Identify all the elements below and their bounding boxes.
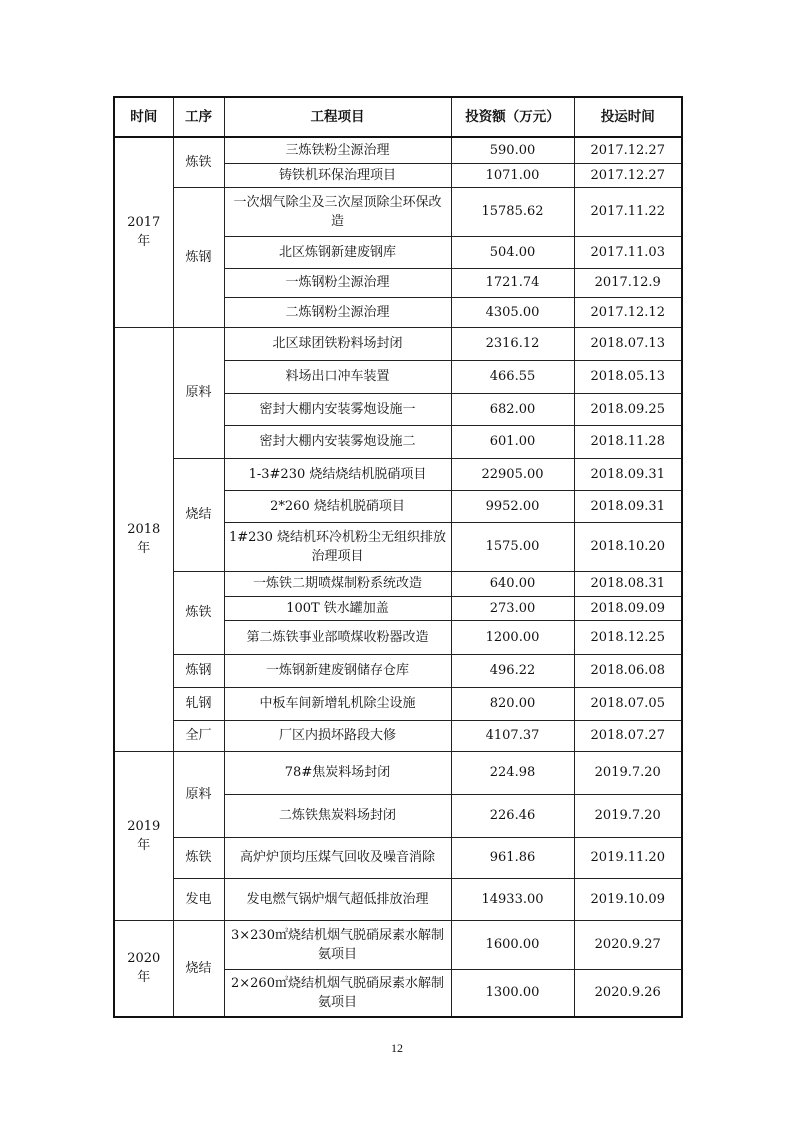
investment-cell: 1721.74 (451, 268, 574, 297)
header-project: 工程项目 (224, 97, 451, 137)
process-cell: 全厂 (173, 720, 224, 751)
date-cell: 2020.9.27 (574, 920, 682, 969)
date-cell: 2018.05.13 (574, 360, 682, 393)
project-cell: 厂区内损坏路段大修 (224, 720, 451, 751)
investment-cell: 1300.00 (451, 969, 574, 1017)
investment-cell: 226.46 (451, 794, 574, 837)
project-cell: 密封大棚内安装雾炮设施一 (224, 393, 451, 425)
project-cell: 铸铁机环保治理项目 (224, 163, 451, 187)
investment-cell: 640.00 (451, 571, 574, 596)
investment-cell: 820.00 (451, 687, 574, 720)
investment-cell: 2316.12 (451, 327, 574, 360)
process-cell: 发电 (173, 878, 224, 920)
project-cell: 2×260㎡烧结机烟气脱硝尿素水解制氨项目 (224, 969, 451, 1017)
date-cell: 2017.11.03 (574, 236, 682, 268)
date-cell: 2018.09.09 (574, 596, 682, 620)
project-cell: 发电燃气锅炉烟气超低排放治理 (224, 878, 451, 920)
investment-cell: 1600.00 (451, 920, 574, 969)
date-cell: 2018.10.20 (574, 522, 682, 571)
process-cell: 炼铁 (173, 137, 224, 187)
investment-cell: 601.00 (451, 425, 574, 458)
process-cell: 烧结 (173, 920, 224, 1017)
investment-cell: 15785.62 (451, 187, 574, 236)
year-cell: 2020 年 (114, 920, 173, 1017)
process-cell: 原料 (173, 751, 224, 837)
date-cell: 2018.09.31 (574, 458, 682, 490)
project-cell: 高炉炉顶均压煤气回收及噪音消除 (224, 837, 451, 878)
investment-cell: 9952.00 (451, 490, 574, 522)
investment-cell: 14933.00 (451, 878, 574, 920)
project-cell: 密封大棚内安装雾炮设施二 (224, 425, 451, 458)
process-cell: 烧结 (173, 458, 224, 571)
header-investment: 投资额（万元） (451, 97, 574, 137)
table-row (114, 751, 682, 794)
project-cell: 3×230㎡烧结机烟气脱硝尿素水解制氨项目 (224, 920, 451, 969)
date-cell: 2017.11.22 (574, 187, 682, 236)
investment-cell: 224.98 (451, 751, 574, 794)
date-cell: 2019.7.20 (574, 751, 682, 794)
date-cell: 2017.12.27 (574, 137, 682, 163)
project-cell: 2*260 烧结机脱硝项目 (224, 490, 451, 522)
year-cell: 2017 年 (114, 137, 173, 327)
header-process: 工序 (173, 97, 224, 137)
investment-table (113, 96, 683, 1018)
project-cell: 一炼钢新建废钢储存仓库 (224, 654, 451, 687)
table-row (114, 571, 682, 596)
page-number: 12 (391, 1041, 403, 1055)
date-cell: 2018.11.28 (574, 425, 682, 458)
project-cell: 第二炼铁事业部喷煤收粉器改造 (224, 620, 451, 654)
investment-cell: 22905.00 (451, 458, 574, 490)
project-cell: 二炼钢粉尘源治理 (224, 297, 451, 327)
process-cell: 炼钢 (173, 187, 224, 327)
header-row (114, 97, 682, 137)
table-row (114, 837, 682, 878)
table-row (114, 920, 682, 969)
process-cell: 炼钢 (173, 654, 224, 687)
date-cell: 2018.09.25 (574, 393, 682, 425)
date-cell: 2018.12.25 (574, 620, 682, 654)
investment-cell: 496.22 (451, 654, 574, 687)
header-time: 时间 (114, 97, 173, 137)
table-row (114, 878, 682, 920)
investment-cell: 4107.37 (451, 720, 574, 751)
date-cell: 2018.07.13 (574, 327, 682, 360)
date-cell: 2018.08.31 (574, 571, 682, 596)
project-cell: 1#230 烧结机环冷机粉尘无组织排放治理项目 (224, 522, 451, 571)
project-cell: 78#焦炭料场封闭 (224, 751, 451, 794)
project-cell: 一次烟气除尘及三次屋顶除尘环保改造 (224, 187, 451, 236)
investment-cell: 682.00 (451, 393, 574, 425)
investment-cell: 4305.00 (451, 297, 574, 327)
project-cell: 100T 铁水罐加盖 (224, 596, 451, 620)
investment-cell: 504.00 (451, 236, 574, 268)
table-row (114, 720, 682, 751)
date-cell: 2018.06.08 (574, 654, 682, 687)
table-row (114, 687, 682, 720)
header-date: 投运时间 (574, 97, 682, 137)
date-cell: 2020.9.26 (574, 969, 682, 1017)
investment-cell: 961.86 (451, 837, 574, 878)
project-cell: 料场出口冲车装置 (224, 360, 451, 393)
project-cell: 三炼铁粉尘源治理 (224, 137, 451, 163)
date-cell: 2019.11.20 (574, 837, 682, 878)
process-cell: 炼铁 (173, 837, 224, 878)
date-cell: 2018.09.31 (574, 490, 682, 522)
year-cell: 2019 年 (114, 751, 173, 920)
project-cell: 二炼铁焦炭料场封闭 (224, 794, 451, 837)
investment-cell: 273.00 (451, 596, 574, 620)
project-cell: 中板车间新增轧机除尘设施 (224, 687, 451, 720)
date-cell: 2018.07.27 (574, 720, 682, 751)
process-cell: 原料 (173, 327, 224, 458)
date-cell: 2017.12.27 (574, 163, 682, 187)
table-row (114, 187, 682, 236)
project-cell: 一炼钢粉尘源治理 (224, 268, 451, 297)
table-row (114, 327, 682, 360)
project-cell: 北区炼钢新建废钢库 (224, 236, 451, 268)
investment-cell: 1200.00 (451, 620, 574, 654)
project-cell: 1-3#230 烧结烧结机脱硝项目 (224, 458, 451, 490)
table-row (114, 654, 682, 687)
table-row (114, 458, 682, 490)
investment-cell: 1575.00 (451, 522, 574, 571)
date-cell: 2018.07.05 (574, 687, 682, 720)
date-cell: 2017.12.12 (574, 297, 682, 327)
investment-cell: 466.55 (451, 360, 574, 393)
project-cell: 一炼铁二期喷煤制粉系统改造 (224, 571, 451, 596)
date-cell: 2019.7.20 (574, 794, 682, 837)
process-cell: 炼铁 (173, 571, 224, 654)
table-row (114, 137, 682, 163)
date-cell: 2017.12.9 (574, 268, 682, 297)
year-cell: 2018 年 (114, 327, 173, 751)
process-cell: 轧钢 (173, 687, 224, 720)
date-cell: 2019.10.09 (574, 878, 682, 920)
project-cell: 北区球团铁粉料场封闭 (224, 327, 451, 360)
investment-cell: 1071.00 (451, 163, 574, 187)
investment-cell: 590.00 (451, 137, 574, 163)
